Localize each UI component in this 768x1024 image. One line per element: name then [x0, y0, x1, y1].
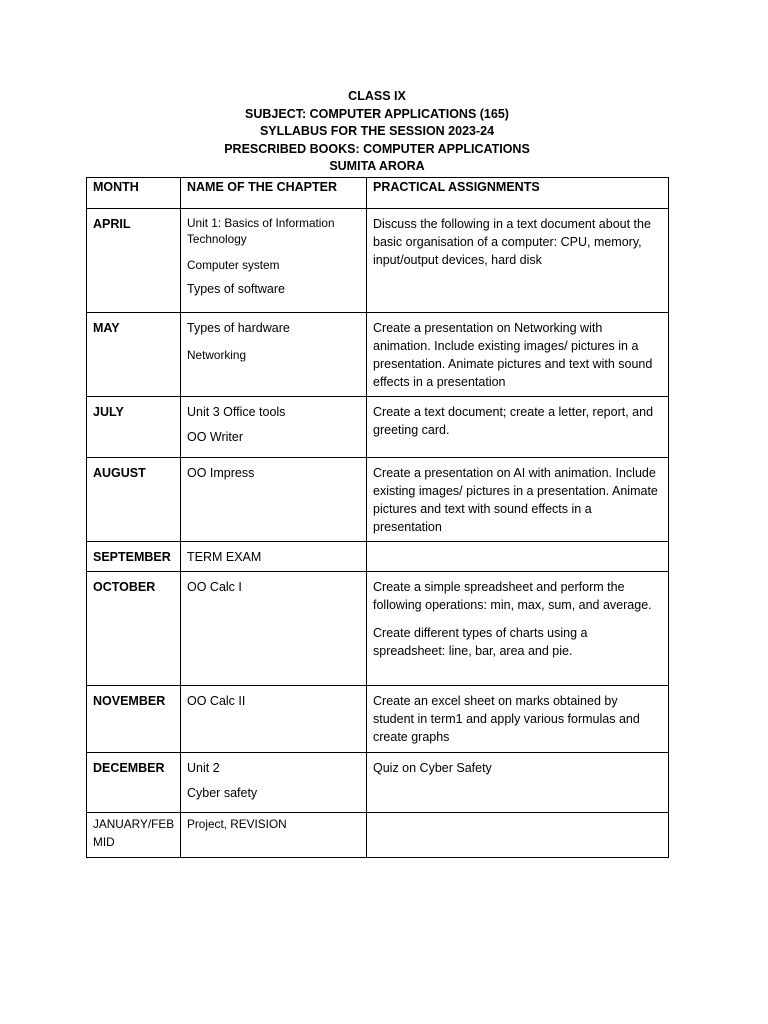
table-row	[87, 572, 669, 686]
month-label: DECEMBER	[93, 761, 165, 775]
month-label: JANUARY/FEB MID	[93, 817, 175, 849]
chapter-item: OO Writer	[187, 430, 244, 444]
chapter-cell	[181, 686, 367, 753]
chapter-cell	[181, 542, 367, 572]
month-label: MAY	[93, 321, 120, 335]
month-cell	[87, 686, 181, 753]
class-title: CLASS IX	[348, 89, 406, 103]
assignment-cell	[367, 458, 669, 542]
chapter-cell	[181, 753, 367, 813]
chapter-cell	[181, 397, 367, 458]
chapter-item: TERM EXAM	[187, 550, 262, 564]
assignment-cell	[367, 753, 669, 813]
prescribed-books-title: PRESCRIBED BOOKS: COMPUTER APPLICATIONS	[224, 141, 530, 156]
chapter-item: OO Calc II	[187, 694, 246, 708]
chapter-cell	[181, 813, 367, 858]
month-label: OCTOBER	[93, 580, 156, 594]
column-header-assignments: PRACTICAL ASSIGNMENTS	[367, 178, 669, 209]
chapter-cell	[181, 209, 367, 313]
assignment-item: Create different types of charts using a spreadsheet: line, bar, area and pie.	[373, 626, 588, 658]
assignment-item: Create a presentation on AI with animation. Include existing images/ pictures in a presentation. Animate pictures and text with sound effects in a presentation	[373, 466, 658, 534]
assignment-item: Quiz on Cyber Safety	[373, 761, 492, 775]
assignment-item: Create a text document; create a letter, report, and greeting card.	[373, 405, 654, 437]
document-header	[86, 88, 668, 176]
author-title: SUMITA ARORA	[329, 159, 425, 174]
table-row	[87, 813, 669, 858]
chapter-cell	[181, 313, 367, 397]
assignment-item: Create a simple spreadsheet and perform the following operations: min, max, sum, and average.	[373, 580, 652, 612]
table-row	[87, 397, 669, 458]
column-header-chapter: NAME OF THE CHAPTER	[181, 178, 367, 209]
chapter-item: Unit 1: Basics of Information Technology	[187, 216, 335, 246]
table-row	[87, 753, 669, 813]
table-row	[87, 686, 669, 753]
month-cell	[87, 458, 181, 542]
assignment-item: Create a presentation on Networking with animation. Include existing images/ pictures in a presentation. Animate pictures and text with sound effects in a presentation	[373, 321, 653, 389]
table-row	[87, 209, 669, 313]
month-label: JULY	[93, 405, 124, 419]
chapter-cell	[181, 458, 367, 542]
month-label: APRIL	[93, 217, 131, 231]
chapter-item: Unit 2	[187, 761, 220, 775]
syllabus-table	[86, 177, 669, 858]
month-cell	[87, 542, 181, 572]
chapter-item: Types of software	[187, 282, 285, 296]
table-header-row	[87, 178, 669, 209]
assignment-cell	[367, 313, 669, 397]
chapter-item: Types of hardware	[187, 321, 290, 335]
chapter-item: Project, REVISION	[187, 817, 287, 831]
month-label: SEPTEMBER	[93, 550, 171, 564]
assignment-cell	[367, 542, 669, 572]
table-row	[87, 313, 669, 397]
chapter-item: OO Calc I	[187, 580, 242, 594]
chapter-item: Computer system	[187, 258, 280, 272]
month-cell	[87, 753, 181, 813]
month-cell	[87, 313, 181, 397]
month-label: AUGUST	[93, 466, 146, 480]
chapter-item: OO Impress	[187, 466, 255, 480]
subject-title: SUBJECT: COMPUTER APPLICATIONS (165)	[245, 106, 509, 121]
month-cell	[87, 397, 181, 458]
chapter-item: Unit 3 Office tools	[187, 405, 286, 419]
assignment-cell	[367, 397, 669, 458]
assignment-item: Create an excel sheet on marks obtained by student in term1 and apply various formulas and create graphs	[373, 694, 640, 744]
chapter-item: Cyber safety	[187, 786, 258, 800]
assignment-cell	[367, 572, 669, 686]
chapter-cell	[181, 572, 367, 686]
month-cell	[87, 209, 181, 313]
table-row	[87, 458, 669, 542]
column-header-month: MONTH	[87, 178, 181, 209]
assignment-cell	[367, 813, 669, 858]
session-title: SYLLABUS FOR THE SESSION 2023-24	[259, 124, 495, 139]
assignment-cell	[367, 686, 669, 753]
assignment-item: Discuss the following in a text document about the basic organisation of a computer: CPU, memory, input/output devices, hard disk	[373, 217, 651, 267]
assignment-cell	[367, 209, 669, 313]
month-cell	[87, 572, 181, 686]
month-label: NOVEMBER	[93, 694, 166, 708]
chapter-item: Networking	[187, 348, 247, 362]
table-row	[87, 542, 669, 572]
month-cell	[87, 813, 181, 858]
